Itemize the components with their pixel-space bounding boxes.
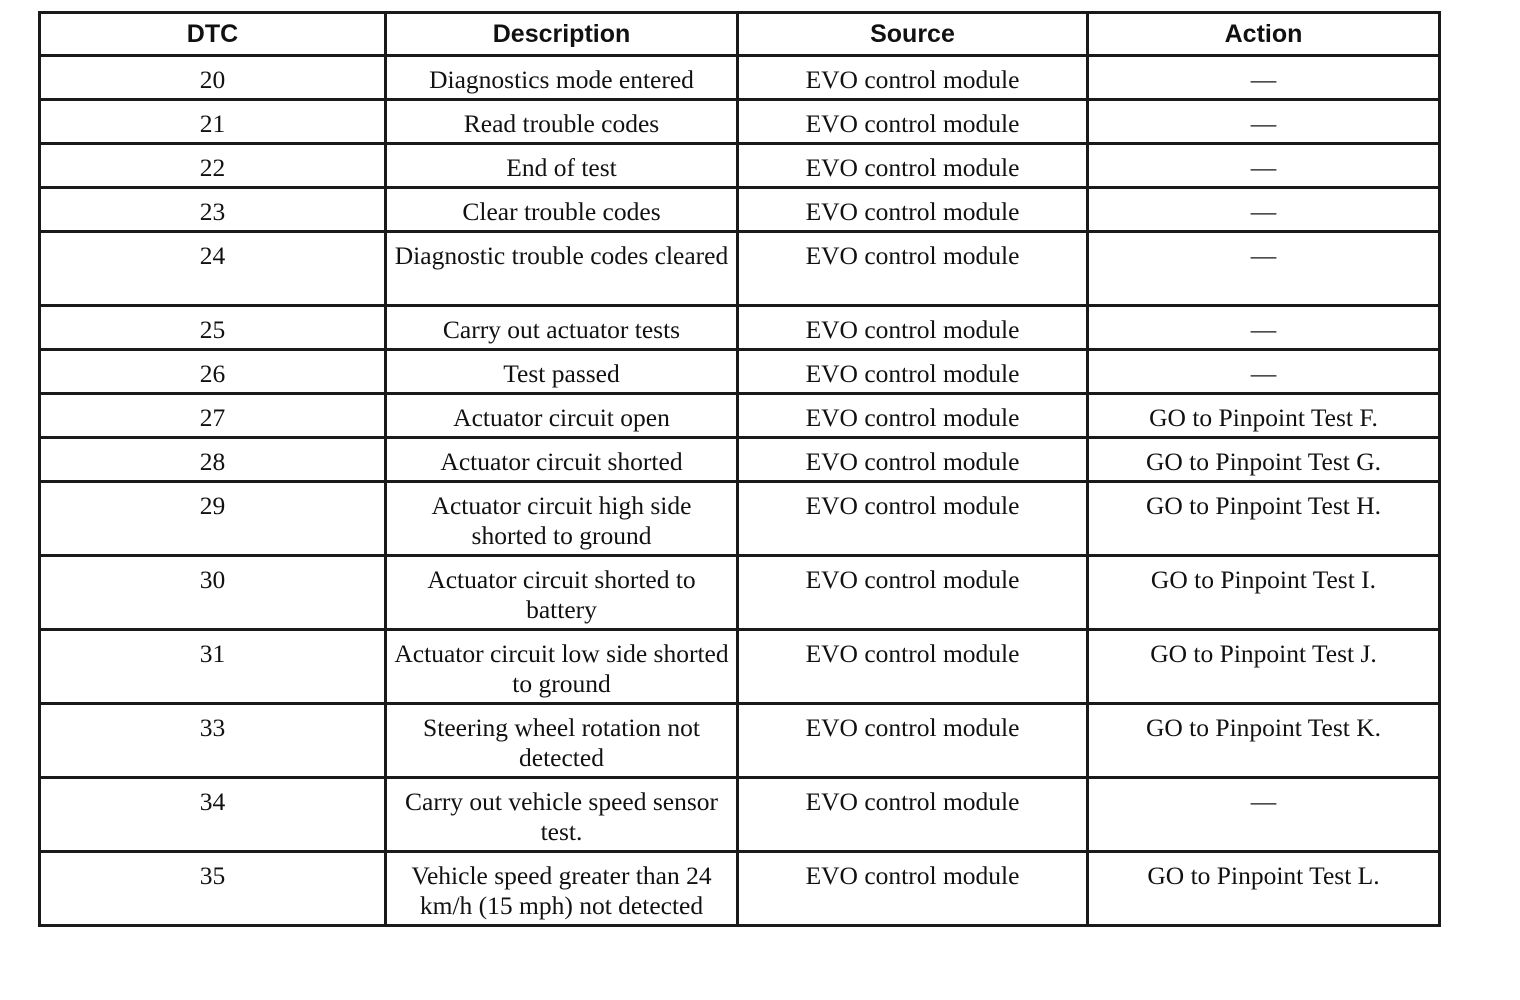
table-row bbox=[40, 482, 1440, 556]
cell-dtc: 25 bbox=[40, 306, 386, 350]
cell-dtc: 30 bbox=[40, 556, 386, 630]
cell-dtc: 26 bbox=[40, 350, 386, 394]
cell-description: End of test bbox=[386, 144, 738, 188]
cell-action: — bbox=[1088, 100, 1440, 144]
cell-description: Clear trouble codes bbox=[386, 188, 738, 232]
cell-description: Actuator circuit open bbox=[386, 394, 738, 438]
cell-action: GO to Pinpoint Test J. bbox=[1088, 630, 1440, 704]
cell-source: EVO control module bbox=[738, 394, 1088, 438]
table-row bbox=[40, 630, 1440, 704]
cell-action: GO to Pinpoint Test L. bbox=[1088, 852, 1440, 926]
cell-dtc: 27 bbox=[40, 394, 386, 438]
cell-dtc: 21 bbox=[40, 100, 386, 144]
cell-action: — bbox=[1088, 56, 1440, 100]
table-row bbox=[40, 232, 1440, 306]
cell-source: EVO control module bbox=[738, 56, 1088, 100]
cell-action: — bbox=[1088, 306, 1440, 350]
cell-action: — bbox=[1088, 144, 1440, 188]
cell-dtc: 23 bbox=[40, 188, 386, 232]
cell-description: Vehicle speed greater than 24 km/h (15 mph) not detected bbox=[386, 852, 738, 926]
table-row bbox=[40, 306, 1440, 350]
cell-source: EVO control module bbox=[738, 144, 1088, 188]
cell-action: GO to Pinpoint Test H. bbox=[1088, 482, 1440, 556]
cell-source: EVO control module bbox=[738, 100, 1088, 144]
table-row bbox=[40, 556, 1440, 630]
cell-description: Carry out actuator tests bbox=[386, 306, 738, 350]
header-row bbox=[40, 13, 1440, 56]
cell-description: Steering wheel rotation not detected bbox=[386, 704, 738, 778]
header-description: Description bbox=[386, 13, 738, 56]
cell-source: EVO control module bbox=[738, 188, 1088, 232]
cell-description: Diagnostic trouble codes cleared bbox=[386, 232, 738, 306]
cell-dtc: 29 bbox=[40, 482, 386, 556]
cell-action: GO to Pinpoint Test K. bbox=[1088, 704, 1440, 778]
cell-dtc: 34 bbox=[40, 778, 386, 852]
table-row bbox=[40, 350, 1440, 394]
cell-action: — bbox=[1088, 188, 1440, 232]
cell-description: Read trouble codes bbox=[386, 100, 738, 144]
cell-dtc: 20 bbox=[40, 56, 386, 100]
cell-source: EVO control module bbox=[738, 438, 1088, 482]
cell-action: GO to Pinpoint Test F. bbox=[1088, 394, 1440, 438]
cell-dtc: 22 bbox=[40, 144, 386, 188]
cell-action: GO to Pinpoint Test G. bbox=[1088, 438, 1440, 482]
cell-dtc: 35 bbox=[40, 852, 386, 926]
cell-dtc: 28 bbox=[40, 438, 386, 482]
cell-source: EVO control module bbox=[738, 852, 1088, 926]
cell-description: Actuator circuit shorted bbox=[386, 438, 738, 482]
cell-description: Carry out vehicle speed sensor test. bbox=[386, 778, 738, 852]
table-row bbox=[40, 438, 1440, 482]
cell-description: Test passed bbox=[386, 350, 738, 394]
header-dtc: DTC bbox=[40, 13, 386, 56]
header-action: Action bbox=[1088, 13, 1440, 56]
cell-action: — bbox=[1088, 778, 1440, 852]
cell-source: EVO control module bbox=[738, 306, 1088, 350]
cell-source: EVO control module bbox=[738, 232, 1088, 306]
table-row bbox=[40, 852, 1440, 926]
cell-action: — bbox=[1088, 232, 1440, 306]
cell-action: GO to Pinpoint Test I. bbox=[1088, 556, 1440, 630]
dtc-table bbox=[38, 11, 1441, 927]
cell-source: EVO control module bbox=[738, 704, 1088, 778]
cell-description: Diagnostics mode entered bbox=[386, 56, 738, 100]
cell-source: EVO control module bbox=[738, 778, 1088, 852]
cell-dtc: 24 bbox=[40, 232, 386, 306]
cell-action: — bbox=[1088, 350, 1440, 394]
table-row bbox=[40, 144, 1440, 188]
cell-dtc: 33 bbox=[40, 704, 386, 778]
header-source: Source bbox=[738, 13, 1088, 56]
table-row bbox=[40, 704, 1440, 778]
table-row bbox=[40, 56, 1440, 100]
cell-description: Actuator circuit low side shorted to ground bbox=[386, 630, 738, 704]
cell-source: EVO control module bbox=[738, 482, 1088, 556]
cell-source: EVO control module bbox=[738, 350, 1088, 394]
cell-description: Actuator circuit shorted to battery bbox=[386, 556, 738, 630]
table-row bbox=[40, 188, 1440, 232]
table-row bbox=[40, 778, 1440, 852]
cell-source: EVO control module bbox=[738, 630, 1088, 704]
table-row bbox=[40, 394, 1440, 438]
cell-dtc: 31 bbox=[40, 630, 386, 704]
cell-source: EVO control module bbox=[738, 556, 1088, 630]
table-row bbox=[40, 100, 1440, 144]
cell-description: Actuator circuit high side shorted to ground bbox=[386, 482, 738, 556]
